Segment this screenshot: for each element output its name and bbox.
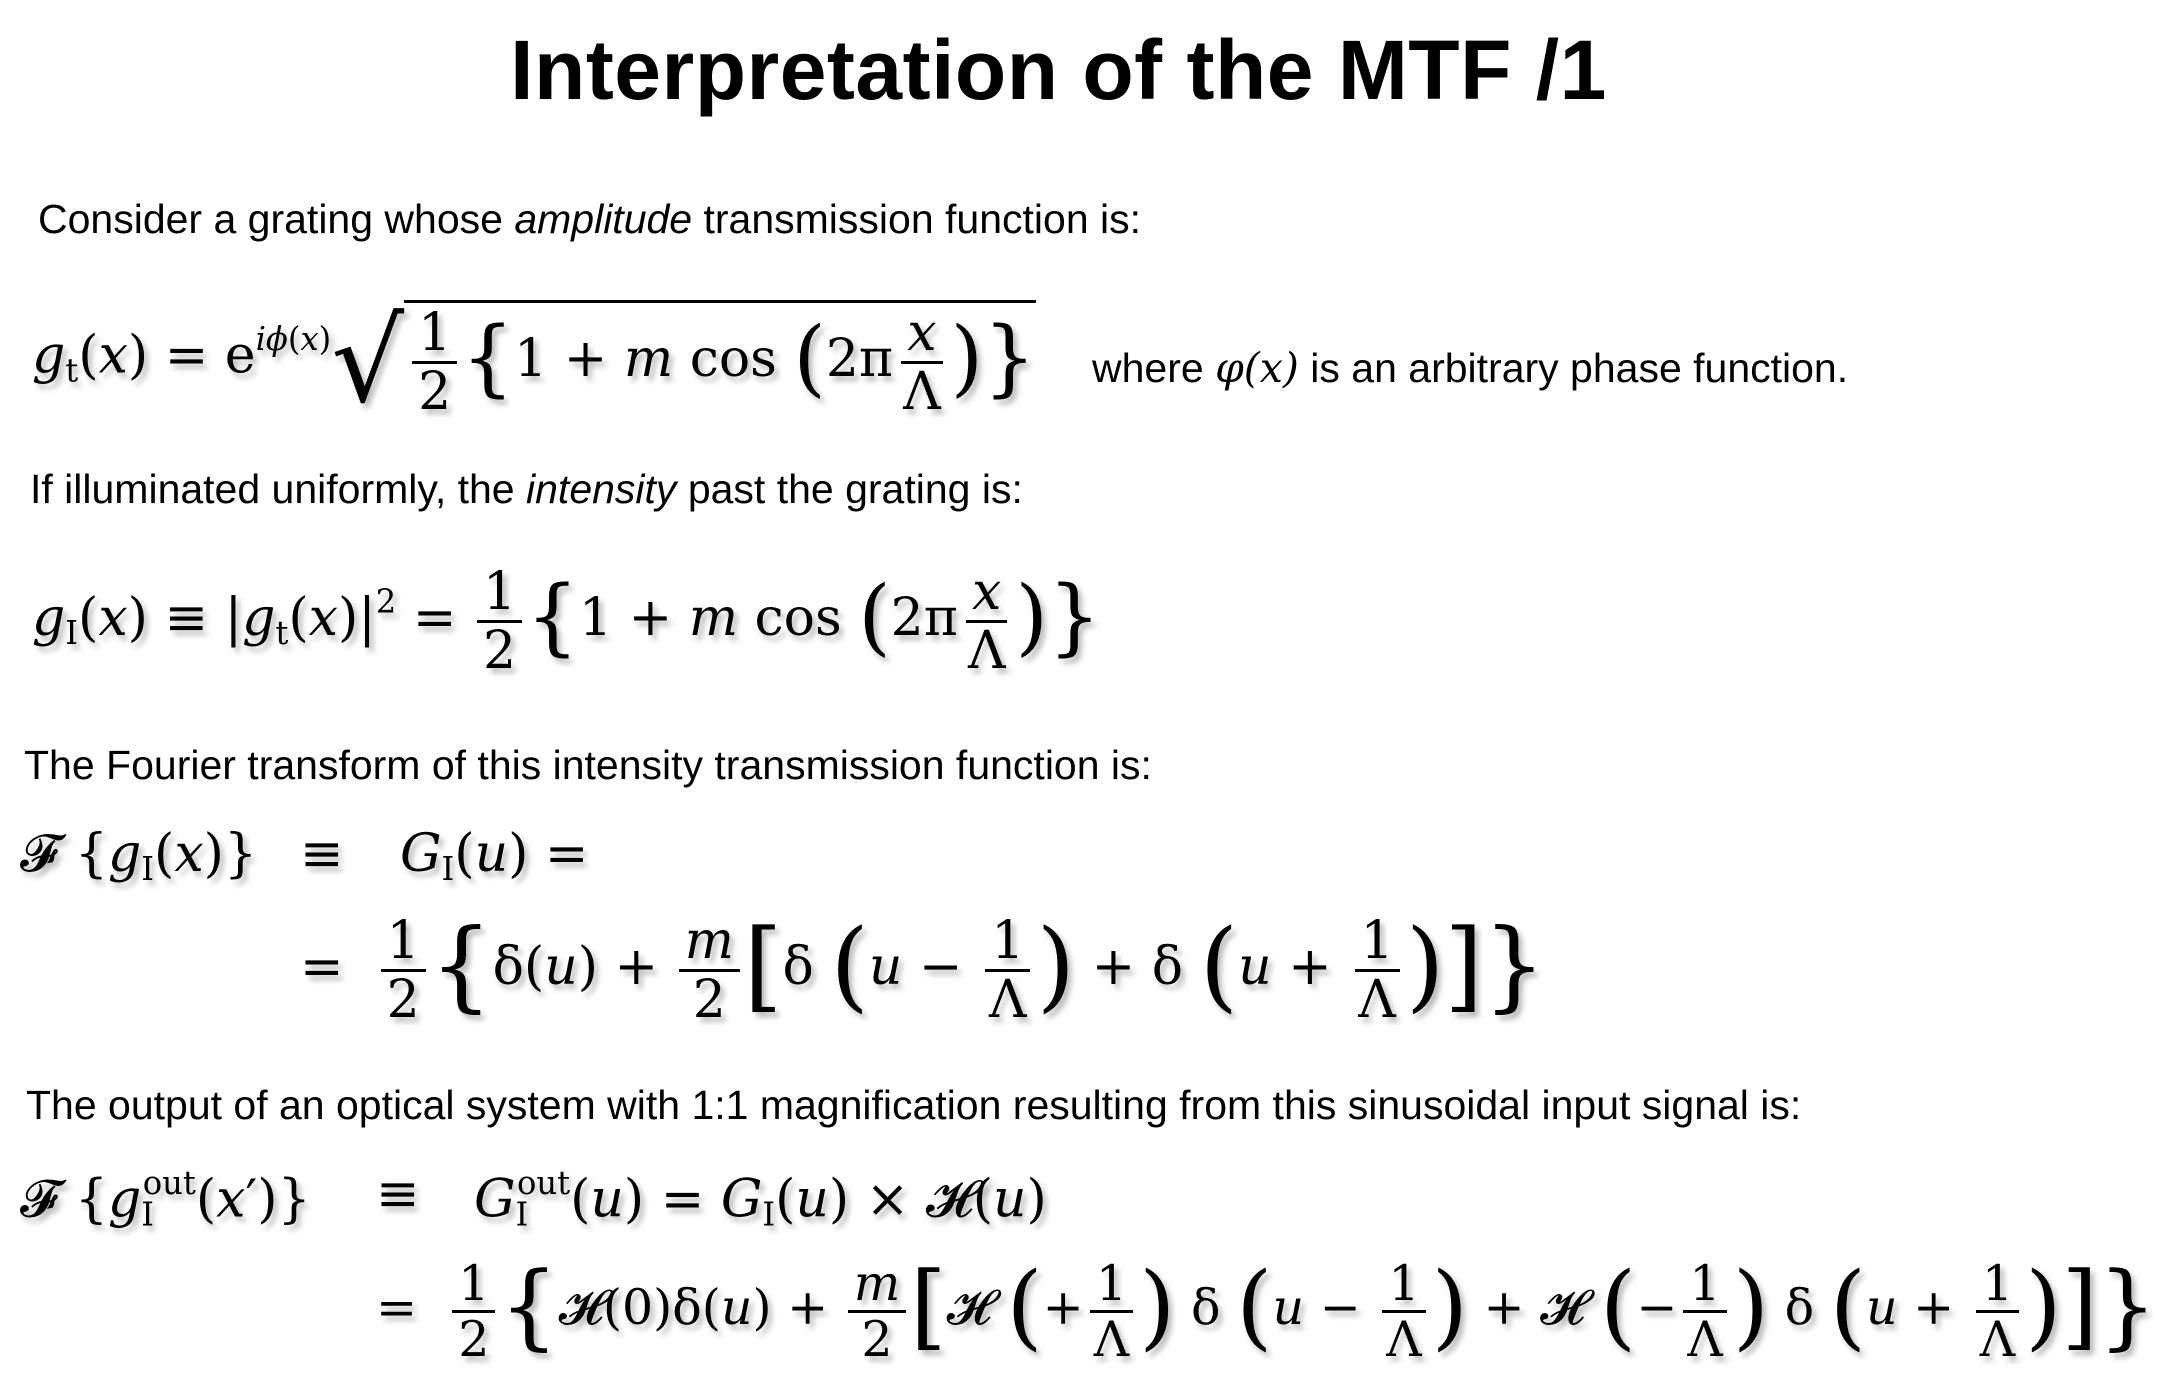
phase-symbol: φ(x): [1215, 344, 1299, 392]
output-paragraph: The output of an optical system with 1:1 magnification resulting from this sinusoidal input signal is:: [26, 1082, 1802, 1128]
illumination-text-b: past the grating is:: [676, 466, 1023, 512]
equation-fourier-equiv: ≡: [300, 824, 344, 884]
intro-emphasis: amplitude: [514, 196, 693, 242]
illumination-paragraph: [30, 466, 1023, 513]
equation-fourier-expansion: = $\frac{1}{2}$ {δ(u) + $\frac{m}{2}$ [δ (u − $\frac{1}{\Lambda}$ ) + δ (u + $\frac{1}{\Lambda}$ )]}: [300, 908, 1546, 1031]
illumination-emphasis: intensity: [526, 466, 677, 512]
fourier-paragraph: The Fourier transform of this intensity transmission function is:: [24, 742, 1152, 788]
illumination-text-a: If illuminated uniformly, the: [30, 466, 527, 512]
equation-amplitude-transmission: $g_t(x) = e^{i\phi(x)}√$ $\frac{1}{2}$ {1 + m cos (2π $\frac{x}{\Lambda}$ )}: [32, 295, 1037, 429]
phase-note-a: where: [1092, 345, 1216, 391]
intro-text-a: Consider a grating whose: [38, 196, 515, 242]
equation-output-expansion: = $\frac{1}{2}$ {𝓗(0)δ(u) + $\frac{m}{2}$ [𝓗 (+ $\frac{1}{\Lambda}$ ) δ (u − $\frac{1}{\Lambda}$ ) + 𝓗 (− $\frac{1}{\Lambda}$ ) δ (u + $\frac{1}{\Lambda}$ )]}: [376, 1252, 2157, 1369]
slide-title: Interpretation of the MTF /1: [510, 23, 1607, 117]
equation-fourier-rhs: $G_I(u)$ =: [400, 824, 589, 889]
equation-output-equiv: ≡: [376, 1164, 420, 1224]
phase-note: [1092, 344, 1848, 392]
equation-fourier-lhs: 𝓕 $\{g_I(x)\}$: [20, 824, 258, 889]
equation-output-lhs: 𝓕 $\{g_I^{out}(x')\}$: [20, 1164, 311, 1234]
phase-note-b: is an arbitrary phase function.: [1298, 345, 1849, 391]
equation-intensity-transmission: $g_I(x) \equiv |g_t(x)|^2$ = $\frac{1}{2}$ {1 + m cos (2π $\frac{x}{\Lambda}$ )}: [32, 562, 1101, 681]
equation-output-rhs: $G_I^{out}(u) = G_I(u)$ × 𝓗(u): [474, 1164, 1047, 1234]
intro-text-b: transmission function is:: [692, 196, 1142, 242]
intro-paragraph: [38, 196, 1141, 243]
